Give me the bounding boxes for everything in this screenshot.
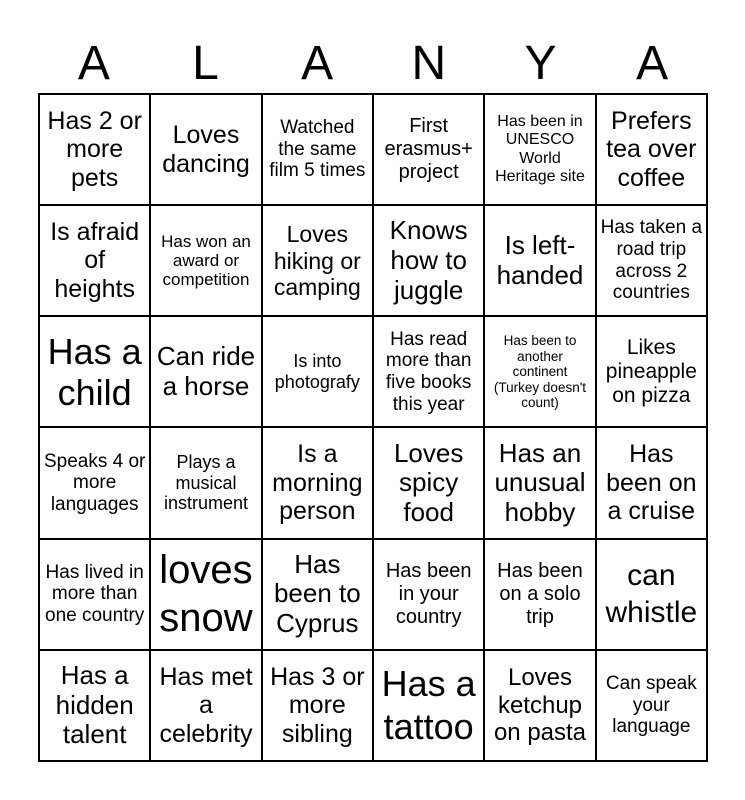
bingo-cell[interactable] xyxy=(373,539,484,650)
cell-label: Has an unusual hobby xyxy=(494,437,586,527)
cell-label: Loves hiking or camping xyxy=(273,221,361,300)
header-letter: A xyxy=(301,37,334,90)
bingo-cell[interactable] xyxy=(150,427,261,538)
cell-label: Plays a musical instrument xyxy=(163,452,249,514)
bingo-cell[interactable] xyxy=(373,316,484,427)
bingo-cell[interactable] xyxy=(262,539,373,650)
bingo-cell[interactable] xyxy=(39,650,150,761)
bingo-cell[interactable] xyxy=(484,539,595,650)
bingo-cell[interactable] xyxy=(39,94,150,205)
bingo-cell[interactable] xyxy=(373,94,484,205)
cell-label: Has been on a solo trip xyxy=(497,560,583,628)
bingo-cell[interactable] xyxy=(150,316,261,427)
cell-label: Has read more than five books this year xyxy=(385,328,472,415)
header-letter: A xyxy=(77,37,110,90)
cell-label: Is left-handed xyxy=(496,230,584,290)
bingo-header xyxy=(38,36,708,92)
bingo-cell[interactable] xyxy=(262,427,373,538)
bingo-cell[interactable] xyxy=(262,650,373,761)
bingo-cell[interactable] xyxy=(262,205,373,316)
cell-label: Likes pineapple on pizza xyxy=(605,336,697,407)
cell-label: can whistle xyxy=(605,558,698,630)
bingo-cell[interactable] xyxy=(150,539,261,650)
cell-label: Loves ketchup on pasta xyxy=(493,664,587,747)
cell-label: Watched the same film 5 times xyxy=(269,117,366,182)
cell-label: Is a morning person xyxy=(272,440,363,526)
cell-label: Has been on a cruise xyxy=(606,440,697,526)
bingo-cell[interactable] xyxy=(596,427,707,538)
bingo-cell[interactable] xyxy=(39,427,150,538)
cell-label: Loves dancing xyxy=(162,121,250,178)
bingo-cell[interactable] xyxy=(596,316,707,427)
cell-label: Has a hidden talent xyxy=(55,659,134,750)
cell-label: Speaks 4 or more languages xyxy=(43,450,146,515)
cell-label: Has met a celebrity xyxy=(159,662,253,748)
header-letter: A xyxy=(636,37,669,90)
bingo-cell[interactable] xyxy=(150,205,261,316)
cell-label: Has been to another continent (Turkey doesn't count) xyxy=(493,333,587,410)
cell-label: Can speak your language xyxy=(605,672,697,738)
bingo-cell[interactable] xyxy=(596,205,707,316)
bingo-cell[interactable] xyxy=(484,94,595,205)
cell-label: Has 2 or more pets xyxy=(47,106,142,192)
bingo-cell[interactable] xyxy=(484,316,595,427)
header-letter: L xyxy=(192,37,219,90)
bingo-cell[interactable] xyxy=(150,650,261,761)
bingo-cell[interactable] xyxy=(596,94,707,205)
bingo-grid xyxy=(38,93,708,762)
cell-label: Has taken a road trip across 2 countries xyxy=(600,217,703,304)
header-letter: Y xyxy=(524,37,557,90)
cell-label: Loves spicy food xyxy=(393,437,464,527)
bingo-cell[interactable] xyxy=(262,316,373,427)
cell-label: Has been in your country xyxy=(385,560,472,628)
bingo-cell[interactable] xyxy=(150,94,261,205)
cell-label: Has been in UNESCO World Heritage site xyxy=(495,113,585,185)
bingo-cell[interactable] xyxy=(39,539,150,650)
cell-label: First erasmus+ project xyxy=(384,115,473,183)
bingo-cell[interactable] xyxy=(39,316,150,427)
cell-label: Has lived in more than one country xyxy=(45,561,145,627)
cell-label: Prefers tea over coffee xyxy=(606,106,697,192)
cell-label: Is afraid of heights xyxy=(50,217,140,303)
bingo-cell[interactable] xyxy=(373,650,484,761)
bingo-cell[interactable] xyxy=(484,650,595,761)
cell-label: Knows how to juggle xyxy=(389,215,468,305)
cell-label: Has been to Cyprus xyxy=(273,548,361,639)
header-letter: N xyxy=(411,37,447,90)
bingo-cell[interactable] xyxy=(484,427,595,538)
bingo-cell[interactable] xyxy=(596,539,707,650)
bingo-cell[interactable] xyxy=(373,427,484,538)
cell-label: Can ride a horse xyxy=(156,341,256,401)
bingo-cell[interactable] xyxy=(39,205,150,316)
cell-label: Has 3 or more sibling xyxy=(270,662,365,748)
bingo-cell[interactable] xyxy=(484,205,595,316)
bingo-cell[interactable] xyxy=(596,650,707,761)
cell-label: Has a tattoo xyxy=(381,663,476,748)
cell-label: Has a child xyxy=(47,330,142,413)
bingo-cell[interactable] xyxy=(262,94,373,205)
cell-label: Is into photografy xyxy=(274,351,360,392)
bingo-cell[interactable] xyxy=(373,205,484,316)
cell-label: loves snow xyxy=(159,548,253,641)
cell-label: Has won an award or competition xyxy=(161,231,251,290)
